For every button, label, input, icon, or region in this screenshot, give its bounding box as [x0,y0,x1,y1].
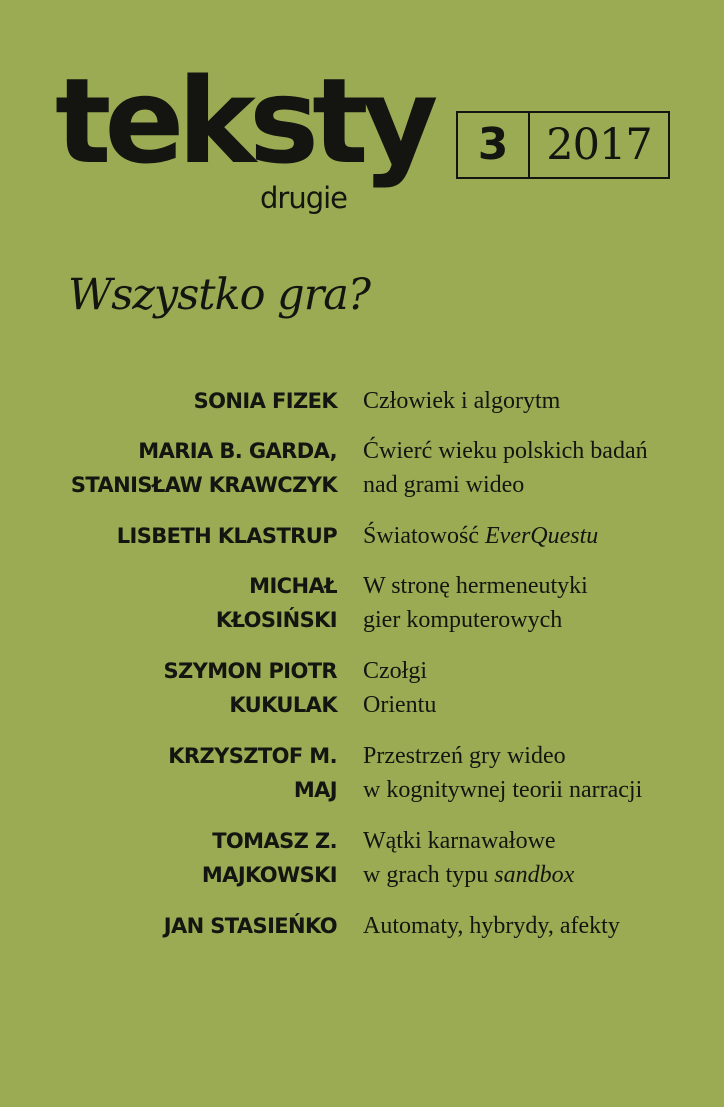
toc-author: JAN STASIEŃKO [163,914,337,938]
issue-number: 3 [458,113,530,177]
toc-article-title: Automaty, hybrydy, afekty [363,913,620,939]
toc-author: LISBETH KLASTRUP [116,524,337,548]
toc-article-title: Ćwierć wieku polskich badań nad grami wideo [363,438,648,498]
toc-article-title [363,824,574,892]
toc-article-title: Przestrzeń gry wideo w kognitywnej teorii narracji [363,743,643,803]
issue-box [456,111,670,179]
logo-subtitle: drugie [260,181,348,215]
toc-author: KRZYSZTOF M. MAJ [168,744,337,802]
issue-year: 2017 [546,119,652,170]
toc-article-title [363,519,598,553]
toc-article-title: Człowiek i algorytm [363,388,561,414]
toc-author: TOMASZ Z. MAJKOWSKI [201,829,337,887]
toc-author: MICHAŁ KŁOSIŃSKI [215,574,337,632]
toc-article-title: Czołgi Orientu [363,658,437,718]
toc-article-title-text: Wątki karnawałowe w grach typu [363,828,556,888]
toc-article-title-italic: EverQuestu [485,523,599,549]
issue-title: Wszystko gra? [68,270,370,320]
logo-wordmark: teksty [55,52,432,190]
toc-article-title-italic: sandbox [494,862,575,888]
toc-author: SZYMON PIOTR KUKULAK [163,659,337,717]
toc-author: SONIA FIZEK [193,389,337,413]
toc-author: MARIA B. GARDA, STANISŁAW KRAWCZYK [70,439,337,497]
toc-article-title-text: Światowość [363,523,485,549]
toc-article-title: W stronę hermeneutyki gier komputerowych [363,573,588,633]
journal-logo [55,52,435,232]
